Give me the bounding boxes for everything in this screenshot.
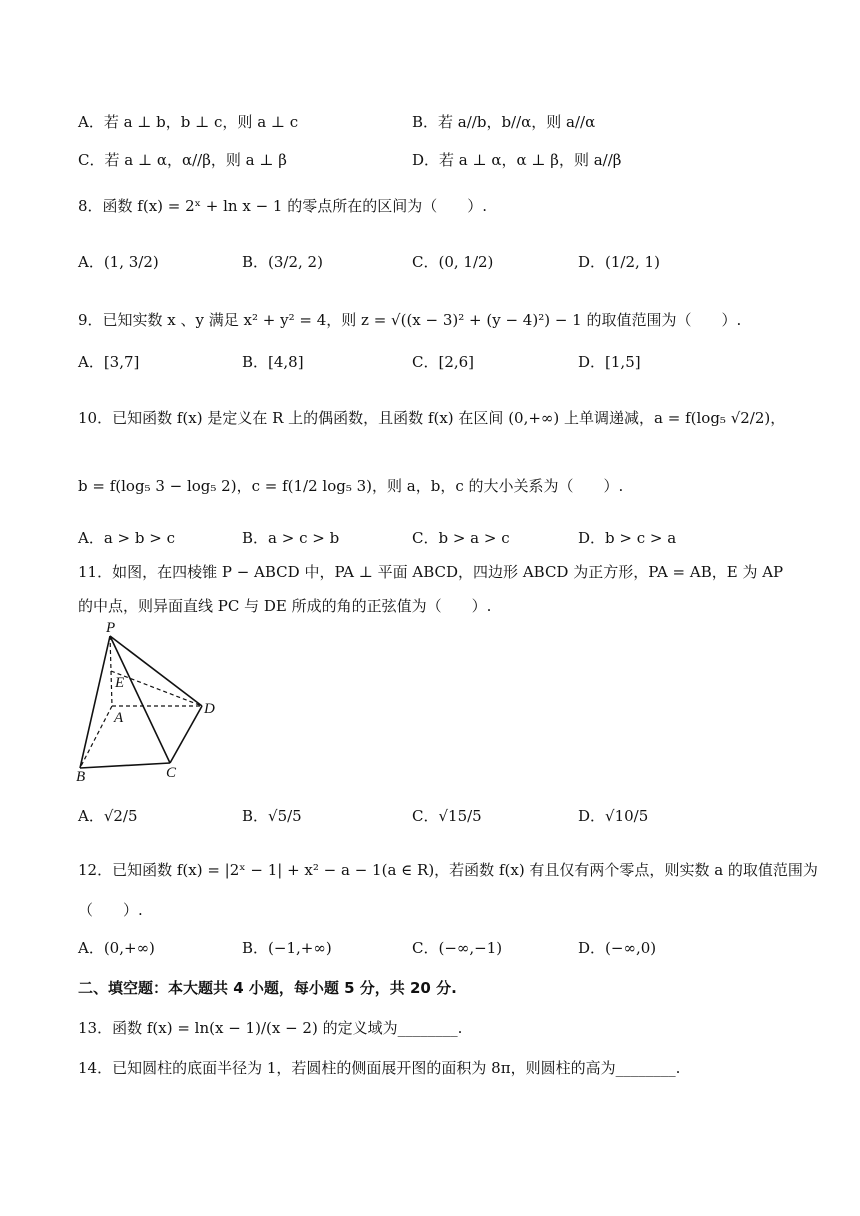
q10-option-b: B．a > c > b xyxy=(242,529,340,547)
q8-stem: 8．函数 f(x) = 2ˣ + ln x − 1 的零点所在的区间为（ ）. xyxy=(78,197,488,215)
q9-option-b: B．[4,8] xyxy=(242,353,304,371)
section-2-title: 二、填空题：本大题共 4 小题，每小题 5 分，共 20 分. xyxy=(78,979,457,997)
q11-stem-line1: 11．如图，在四棱锥 P − ABCD 中，PA ⊥ 平面 ABCD，四边形 ABCD 为正方形，PA = AB，E 为 AP xyxy=(78,563,784,581)
q10-option-c: C．b > a > c xyxy=(412,529,510,547)
q11-option-c: C．√15/5 xyxy=(412,807,482,825)
q7-option-b: B．若 a//b，b//α，则 a//α xyxy=(412,113,596,131)
q12-option-d: D．(−∞,0) xyxy=(578,939,657,957)
q13-stem: 13．函数 f(x) = ln(x − 1)/(x − 2) 的定义域为________. xyxy=(78,1019,463,1037)
pyramid-figure xyxy=(74,618,234,783)
q11-stem-line2: 的中点，则异面直线 PC 与 DE 所成的角的正弦值为（ ）. xyxy=(78,597,492,615)
q8-option-c: C．(0, 1/2) xyxy=(412,253,494,271)
q8-option-a: A．(1, 3/2) xyxy=(78,253,159,271)
q9-option-c: C．[2,6] xyxy=(412,353,475,371)
edge-bc xyxy=(80,763,170,768)
q12-option-b: B．(−1,+∞) xyxy=(242,939,332,957)
q9-option-d: D．[1,5] xyxy=(578,353,641,371)
q9-option-a: A．[3,7] xyxy=(78,353,140,371)
q14-stem: 14．已知圆柱的底面半径为 1，若圆柱的侧面展开图的面积为 8π，则圆柱的高为________. xyxy=(78,1059,681,1077)
edge-pb xyxy=(80,636,110,768)
q12-option-a: A．(0,+∞) xyxy=(78,939,155,957)
q7-option-c: C．若 a ⊥ α，α//β，则 a ⊥ β xyxy=(78,151,287,169)
edge-cd xyxy=(170,706,202,763)
label-d: D xyxy=(204,701,215,717)
q12-option-c: C．(−∞,−1) xyxy=(412,939,503,957)
label-e: E xyxy=(115,675,125,691)
edge-pc xyxy=(110,636,170,763)
edge-ab xyxy=(80,706,112,768)
label-p: P xyxy=(106,620,116,636)
label-c: C xyxy=(166,765,177,781)
q7-option-d: D．若 a ⊥ α，α ⊥ β，则 a//β xyxy=(412,151,622,169)
q10-option-d: D．b > c > a xyxy=(578,529,677,547)
q11-option-d: D．√10/5 xyxy=(578,807,649,825)
q9-stem: 9．已知实数 x 、y 满足 x² + y² = 4，则 z = √((x − 3)² + (y − 4)²) − 1 的取值范围为（ ）. xyxy=(78,311,742,329)
q12-stem-line1: 12．已知函数 f(x) = |2ˣ − 1| + x² − a − 1(a ∈ R)，若函数 f(x) 有且仅有两个零点，则实数 a 的取值范围为 xyxy=(78,861,818,879)
q10-option-a: A．a > b > c xyxy=(78,529,175,547)
label-a: A xyxy=(114,710,124,726)
edge-pd xyxy=(110,636,202,706)
q11-option-a: A．√2/5 xyxy=(78,807,138,825)
q10-stem-line1: 10．已知函数 f(x) 是定义在 R 上的偶函数，且函数 f(x) 在区间 (0,+∞) 上单调递减，a = f(log₅ √2/2)， xyxy=(78,409,786,427)
q8-option-d: D．(1/2, 1) xyxy=(578,253,660,271)
q11-option-b: B．√5/5 xyxy=(242,807,302,825)
edge-ed xyxy=(111,671,202,706)
q12-stem-line2: （ ）. xyxy=(78,901,143,919)
q10-stem-line2: b = f(log₅ 3 − log₅ 2)，c = f(1/2 log₅ 3)，则 a，b，c 的大小关系为（ ）. xyxy=(78,477,624,495)
q7-option-a: A．若 a ⊥ b，b ⊥ c，则 a ⊥ c xyxy=(78,113,299,131)
label-b: B xyxy=(76,769,86,783)
q8-option-b: B．(3/2, 2) xyxy=(242,253,323,271)
